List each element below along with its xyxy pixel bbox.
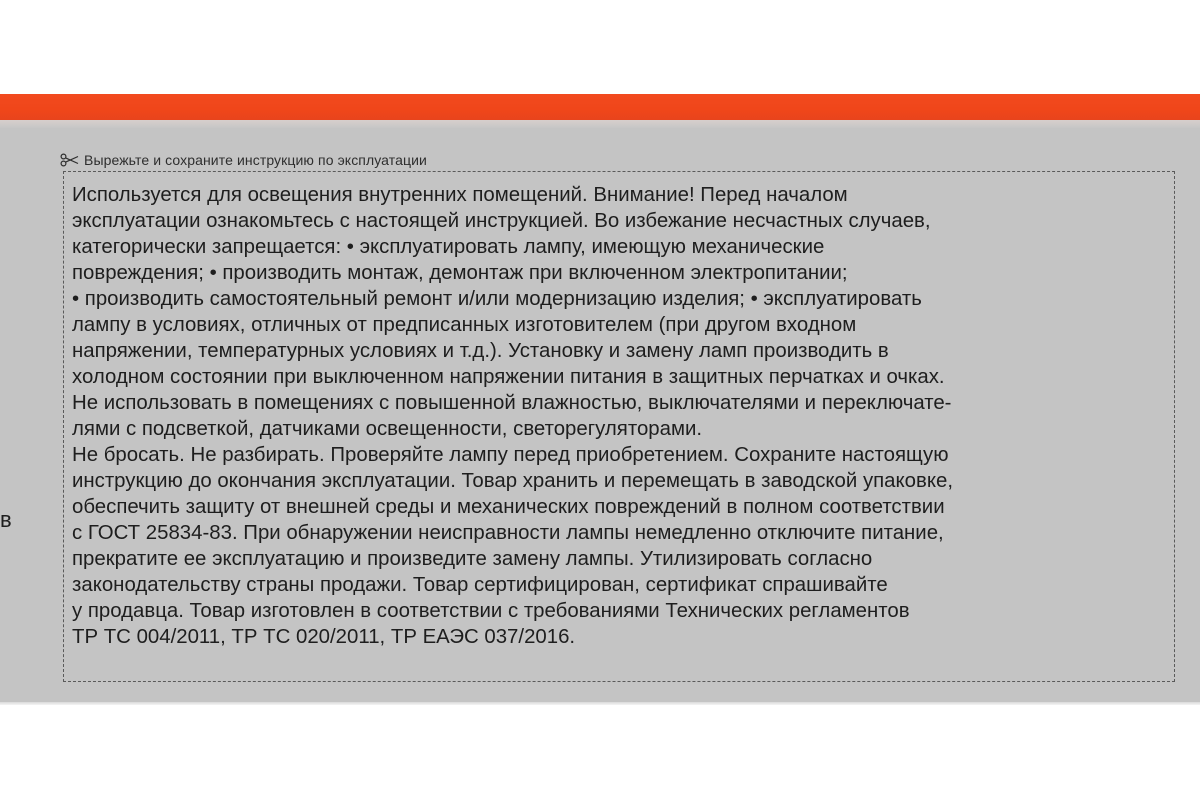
text-line: лями с подсветкой, датчиками освещенности, светорегуляторами. [72,418,703,440]
text-line: Не использовать в помещениях с повышенной влажностью, выключателями и переключате- [72,392,952,414]
stripe-shadow [0,120,1200,128]
text-line: Не бросать. Не разбирать. Проверяйте лампу перед приобретением. Сохраните настоящую [72,444,949,466]
scissors-icon [60,153,80,167]
text-line: с ГОСТ 25834-83. При обнаружении неисправности лампы немедленно отключите питание, [72,522,944,544]
text-line: эксплуатации ознакомьтесь с настоящей инструкцией. Во избежание несчастных случаев, [72,210,931,232]
cut-line-label: Вырежьте и сохраните инструкцию по эксплуатации [84,152,427,168]
text-line: ТР ТС 004/2011, ТР ТС 020/2011, ТР ЕАЭС 037/2016. [72,626,576,648]
text-line: прекратите ее эксплуатацию и произведите замену лампы. Утилизировать согласно [72,548,873,570]
text-line: инструкцию до окончания эксплуатации. Товар хранить и перемещать в заводской упаковке, [72,470,953,492]
text-line: напряжении, температурных условиях и т.д.). Установку и замену ламп производить в [72,340,889,362]
text-line: Используется для освещения внутренних помещений. Внимание! Перед началом [72,184,848,206]
text-line: • производить самостоятельный ремонт и/или модернизацию изделия; • эксплуатировать [72,288,922,310]
panel-bottom-edge [0,702,1200,705]
text-line: холодном состоянии при выключенном напряжении питания в защитных перчатках и очках. [72,366,945,388]
text-line: у продавца. Товар изготовлен в соответствии с требованиями Технических регламентов [72,600,910,622]
text-line: обеспечить защиту от внешней среды и механических повреждений в полном соответствии [72,496,945,518]
instruction-text [72,182,1172,650]
text-line: категорически запрещается: • эксплуатировать лампу, имеющую механические [72,236,825,258]
orange-top-stripe [0,94,1200,120]
text-line: повреждения; • производить монтаж, демонтаж при включенном электропитании; [72,262,848,284]
clipped-margin-letter: в [0,507,12,532]
text-line: законодательству страны продажи. Товар сертифицирован, сертификат спрашивайте [72,574,888,596]
cut-here-line [60,151,427,169]
text-line: лампу в условиях, отличных от предписанных изготовителем (при другом входном [72,314,857,336]
